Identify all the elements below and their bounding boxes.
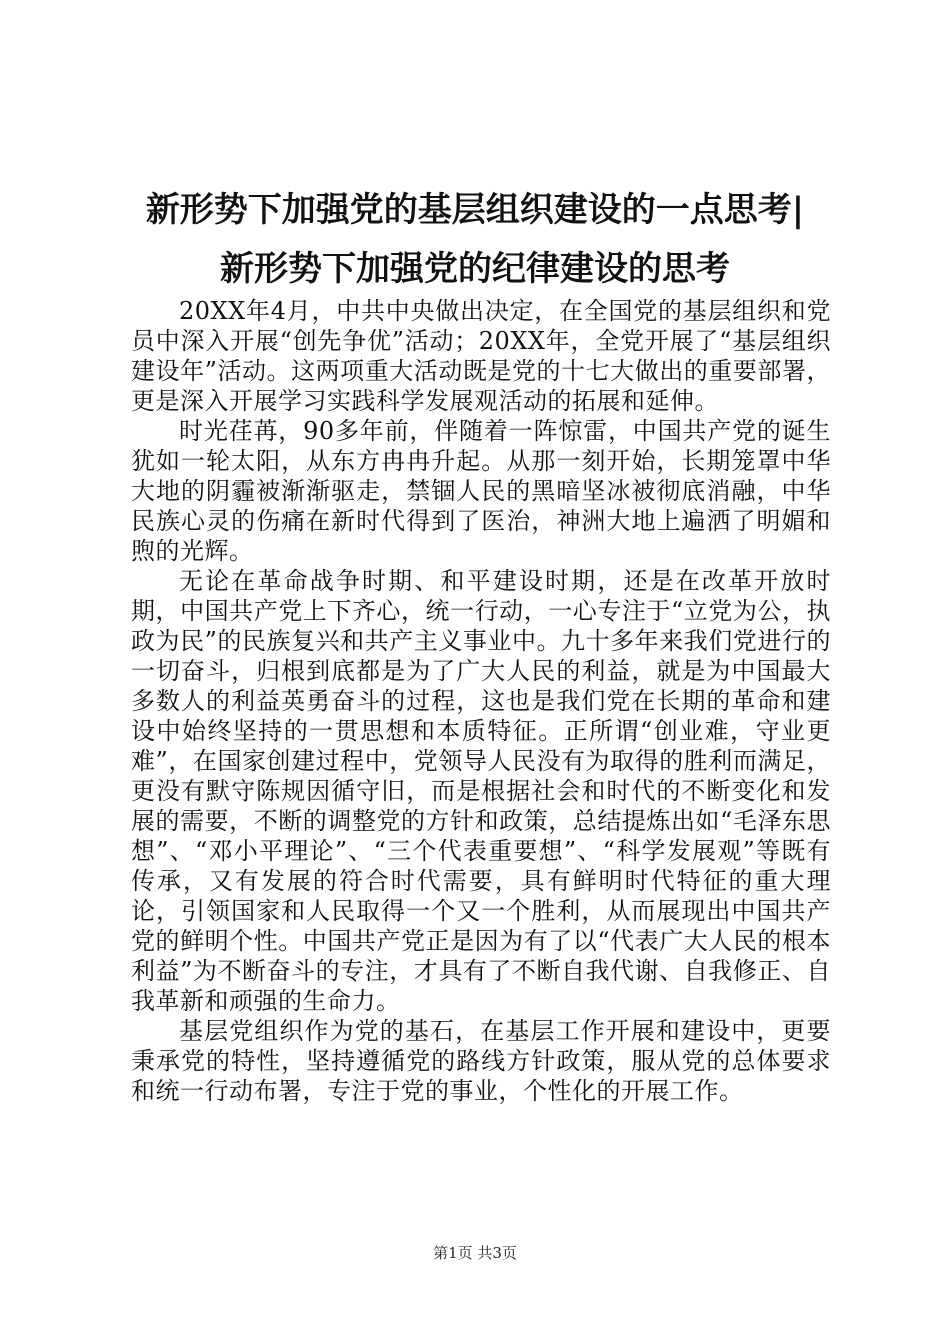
page-footer: 第1页 共3页	[433, 1244, 517, 1262]
paragraph: 时光荏苒，90多年前，伴随着一阵惊雷，中国共产党的诞生犹如一轮太阳，从东方冉冉升起。从那一刻开始，长期笼罩中华大地的阴霾被渐渐驱走，禁锢人民的黑暗坚冰被彻底消融，中华民族心灵的伤痛在新时代得到了医治，神洲大地上遍洒了明媚和煦的光辉。	[131, 417, 831, 565]
paragraph: 基层党组织作为党的基石，在基层工作开展和建设中，更要秉承党的特性，坚持遵循党的路线方针政策，服从党的总体要求和统一行动布署，专注于党的事业，个性化的开展工作。	[131, 1017, 831, 1105]
document-title-line-2: 新形势下加强党的纪律建设的思考	[220, 249, 730, 289]
document-title-line-1: 新形势下加强党的基层组织建设的一点思考|	[145, 190, 805, 230]
paragraph: 无论在革命战争时期、和平建设时期，还是在改革开放时期，中国共产党上下齐心，统一行动，一心专注于“立党为公，执政为民”的民族复兴和共产主义事业中。九十多年来我们党进行的一切奋斗，归根到底都是为了广大人民的利益，就是为中国最大多数人的利益英勇奋斗的过程，这也是我们党在长期的革命和建设中始终坚持的一贯思想和本质特征。正所谓“创业难，守业更难”，在国家创建过程中，党领导人民没有为取得的胜利而满足，更没有默守陈规因循守旧，而是根据社会和时代的不断变化和发展的需要，不断的调整党的方针和政策，总结提炼出如“毛泽东思想”、“邓小平理论”、“三个代表重要想”、“科学发展观”等既有传承，又有发展的符合时代需要，具有鲜明时代特征的重大理论，引领国家和人民取得一个又一个胜利，从而展现出中国共产党的鲜明个性。中国共产党正是因为有了以“代表广大人民的根本利益”为不断奋斗的专注，才具有了不断自我代谢、自我修正、自我革新和顽强的生命力。	[131, 567, 831, 1015]
paragraph: 20XX年4月，中共中央做出决定，在全国党的基层组织和党员中深入开展“创先争优”活动；20XX年，全党开展了“基层组织建设年”活动。这两项重大活动既是党的十七大做出的重要部署，更是深入开展学习实践科学发展观活动的拓展和延伸。	[131, 297, 831, 415]
document-body	[131, 296, 831, 1106]
